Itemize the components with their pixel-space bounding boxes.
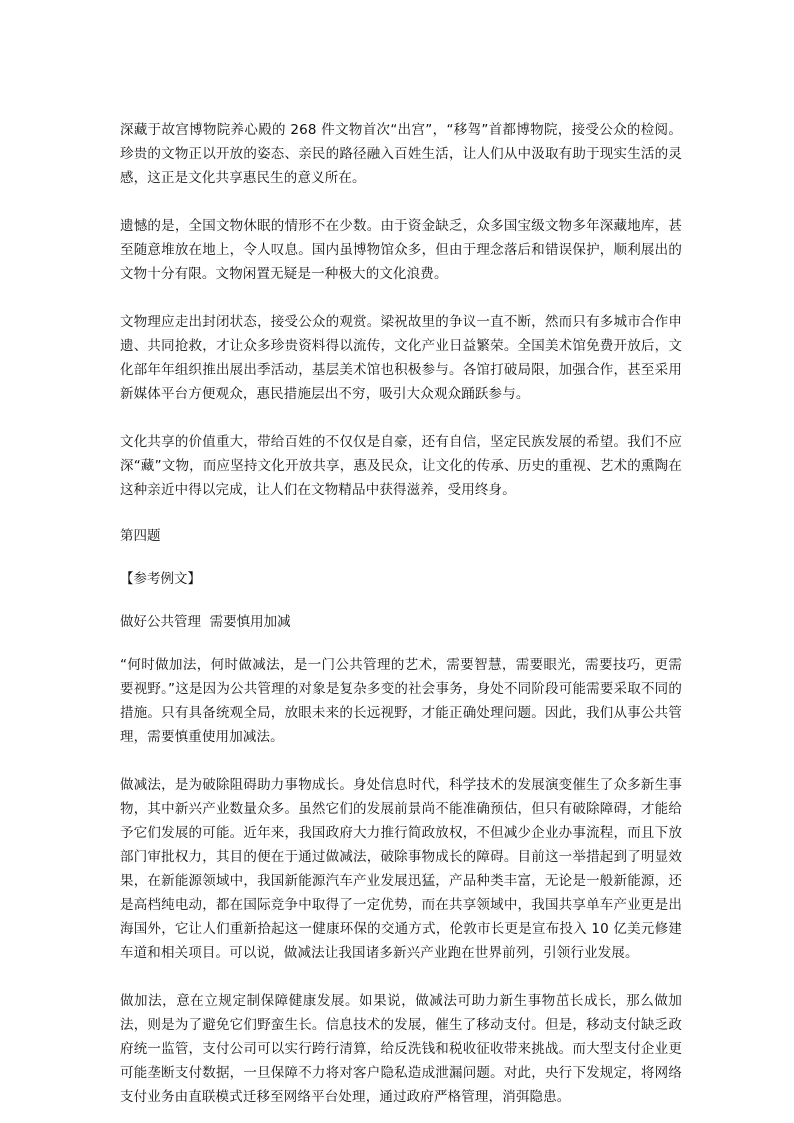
essay-paragraph-intro: “何时做加法，何时做减法，是一门公共管理的艺术，需要智慧，需要眼光，需要技巧，更需要视野。”这是因为公共管理的对象是复杂多变的社会事务，身处不同阶段可能需要采取不同的措施。只有具备统观全局，放眼未来的长远视野，才能正确处理问题。因此，我们从事公共管理，需要慎重使用加减法。 <box>120 657 682 745</box>
paragraph-culture-sharing: 文化共享的价值重大，带给百姓的不仅仅是自豪，还有自信，坚定民族发展的希望。我们不应深“藏”文物，而应坚持文化开放共享，惠及民众，让文化的传承、历史的重视、艺术的熏陶在这种亲近中得以完成，让人们在文物精品中获得滋养，受用终身。 <box>120 434 682 498</box>
paragraph-open-exhibition: 文物理应走出封闭状态，接受公众的观赏。梁祝故里的争议一直不断，然而只有多城市合作申遗、共同抢救，才让众多珍贵资料得以流传，文化产业日益繁荣。全国美术馆免费开放后，文化部年年组织推出展出季活动，基层美术馆也积极参与。各馆打破局限，加强合作，甚至采用新媒体平台方便观众，惠民措施层出不穷，吸引大众观众踊跃参与。 <box>120 314 682 402</box>
essay-paragraph-subtraction: 做减法，是为破除阻碍助力事物成长。身处信息时代，科学技术的发展演变催生了众多新生事物，其中新兴产业数量众多。虽然它们的发展前景尚不能准确预估，但只有破除障碍，才能给予它们发展的可能。近年来，我国政府大力推行简政放权，不但减少企业办事流程，而且下放部门审批权力，其目的便在于通过做减法，破除事物成长的障碍。目前这一举措起到了明显效果，在新能源领域中，我国新能源汽车产业发展迅猛，产品种类丰富，无论是一般新能源，还是高档纯电动，都在国际竞争中取得了一定优势，而在共享领域中，我国共享单车产业更是出海国外，它让人们重新拾起这一健康环保的交通方式，伦敦市长更是宣布投入 10 亿美元修建车道和相关项目。可以说，做减法让我国诸多新兴产业跑在世界前列，引领行业发展。 <box>120 777 682 961</box>
essay-paragraph-addition: 做加法，意在立规定制保障健康发展。如果说，做减法可助力新生事物茁长成长，那么做加法，则是为了避免它们野蛮生长。信息技术的发展，催生了移动支付。但是，移动支付缺乏政府统一监管，支付公司可以实行跨行清算，给反洗钱和税收征收带来挑战。而大型支付企业更可能垄断支付数据，一旦保障不力将对客户隐私造成泄漏问题。对此，央行下发规定，将网络支付业务由直联模式迁移至网络平台处理，通过政府严格管理，消弭隐患。 <box>120 993 682 1105</box>
paragraph-palace-museum: 深藏于故宫博物院养心殿的 268 件文物首次“出宫”，“移驾”首都博物院，接受公众的检阅。珍贵的文物正以开放的姿态、亲民的路径融入百姓生活，让人们从中汲取有助于现实生活的灵感，这正是文化共享惠民生的意义所在。 <box>120 122 682 186</box>
paragraph-dormant-relics: 遗憾的是，全国文物休眠的情形不在少数。由于资金缺乏，众多国宝级文物多年深藏地库，甚至随意堆放在地上，令人叹息。国内虽博物馆众多，但由于理念落后和错误保护，顺利展出的文物十分有限。文物闲置无疑是一种极大的文化浪费。 <box>120 218 682 282</box>
example-label: 【参考例文】 <box>120 571 201 587</box>
question-label: 第四题 <box>120 528 161 544</box>
essay-title: 做好公共管理 需要慎用加减 <box>120 614 291 630</box>
